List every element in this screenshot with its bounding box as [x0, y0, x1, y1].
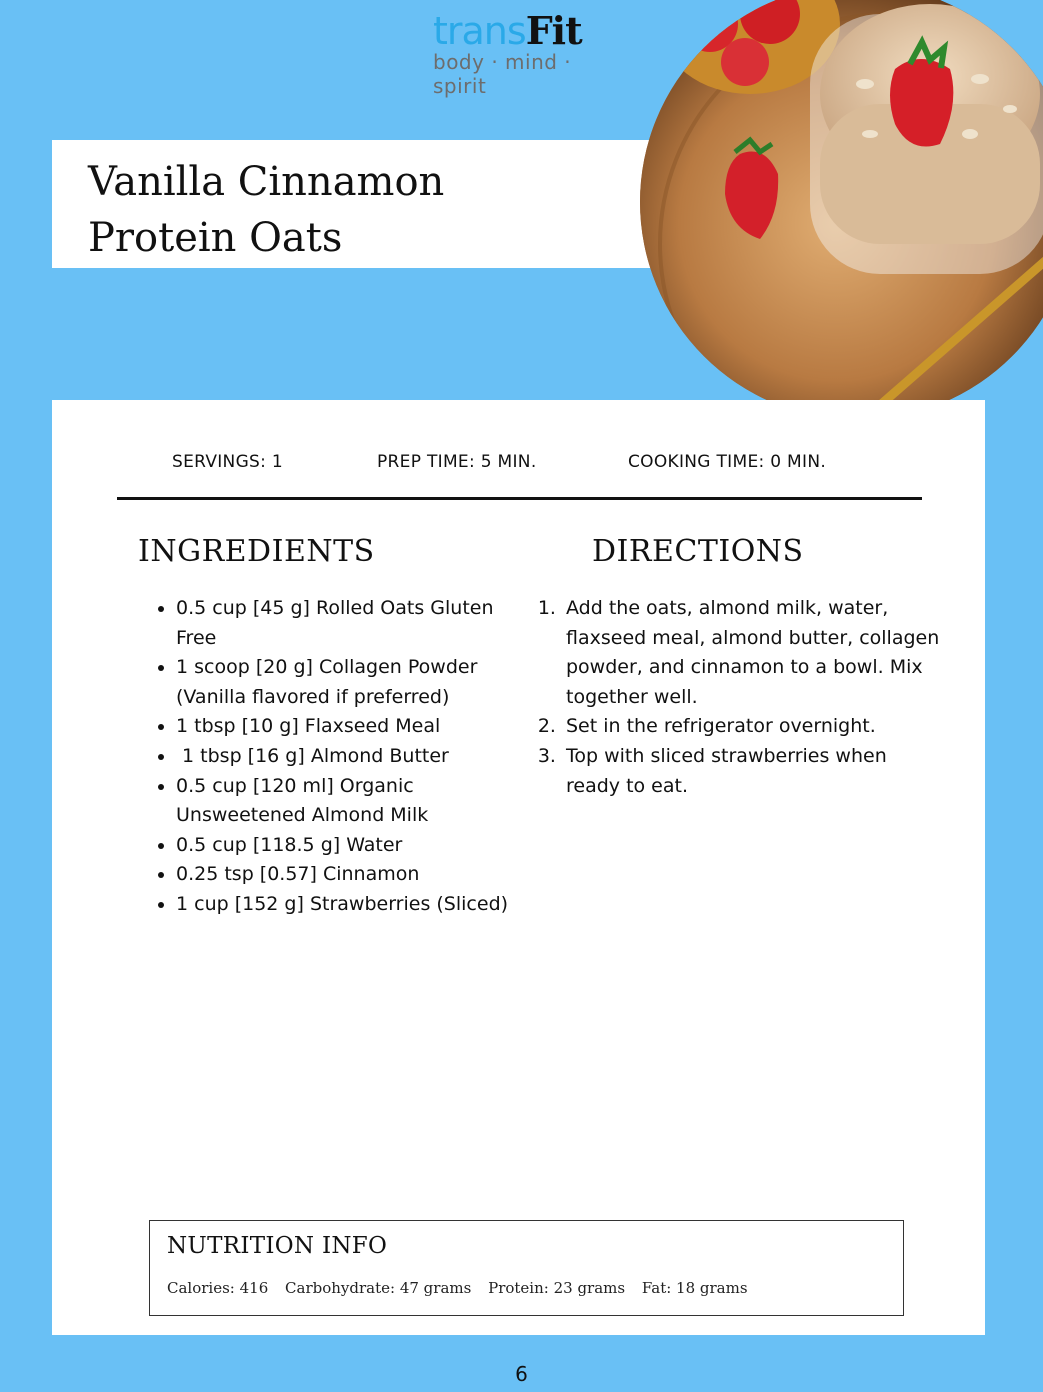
- ingredient-item: • 1 tbsp [10 g] Flaxseed Meal: [176, 712, 516, 742]
- prep-time-label: PREP TIME: 5 MIN.: [377, 452, 537, 472]
- logo-tagline: body · mind · spirit: [433, 50, 572, 98]
- ingredients-heading: INGREDIENTS: [138, 534, 375, 569]
- fat-value: Fat: 18 grams: [641, 1279, 748, 1297]
- ingredient-item: • 0.25 tsp [0.57] Cinnamon: [176, 860, 516, 890]
- ingredient-item: • 1 cup [152 g] Strawberries (Sliced): [176, 890, 516, 920]
- ingredient-item: • 1 tbsp [16 g] Almond Butter: [176, 742, 516, 772]
- direction-step: 2. Set in the refrigerator overnight.: [562, 712, 942, 742]
- nutrition-values: [167, 1279, 760, 1297]
- divider: [117, 497, 922, 500]
- logo-fit: Fit: [525, 8, 582, 53]
- directions-list: [543, 594, 942, 801]
- nutrition-box: [149, 1220, 904, 1316]
- nutrition-heading: NUTRITION INFO: [167, 1233, 388, 1259]
- brand-logo: [433, 10, 613, 98]
- recipe-card: [52, 400, 985, 1335]
- oats-jar-photo-icon: [640, 0, 1043, 420]
- calories-value: Calories: 416: [167, 1279, 269, 1297]
- servings-label: SERVINGS: 1: [172, 452, 283, 472]
- recipe-title: [88, 154, 608, 266]
- direction-step: 1. Add the oats, almond milk, water, flaxseed meal, almond butter, collagen powder, and cinnamon to a bowl. Mix together well.: [562, 594, 942, 712]
- ingredients-list: [138, 594, 516, 920]
- direction-step: 3. Top with sliced strawberries when ready to eat.: [562, 742, 942, 801]
- ingredient-item: • 1 scoop [20 g] Collagen Powder (Vanilla flavored if preferred): [176, 653, 516, 712]
- ingredient-item: • 0.5 cup [120 ml] Organic Unsweetened Almond Milk: [176, 772, 516, 831]
- recipe-photo: [640, 0, 1043, 420]
- logo-trans: trans: [433, 9, 526, 53]
- ingredient-item: • 0.5 cup [118.5 g] Water: [176, 831, 516, 861]
- directions-heading: DIRECTIONS: [592, 534, 804, 569]
- recipe-title-line1: Vanilla Cinnamon: [88, 159, 445, 205]
- cooking-time-label: COOKING TIME: 0 MIN.: [628, 452, 827, 472]
- page-number: 6: [515, 1362, 528, 1386]
- title-box: [52, 140, 692, 268]
- protein-value: Protein: 23 grams: [488, 1279, 626, 1297]
- logo-wordmark: [433, 10, 613, 52]
- ingredient-item: • 0.5 cup [45 g] Rolled Oats Gluten Free: [176, 594, 516, 653]
- recipe-title-line2: Protein Oats: [88, 215, 343, 261]
- carbohydrate-value: Carbohydrate: 47 grams: [285, 1279, 472, 1297]
